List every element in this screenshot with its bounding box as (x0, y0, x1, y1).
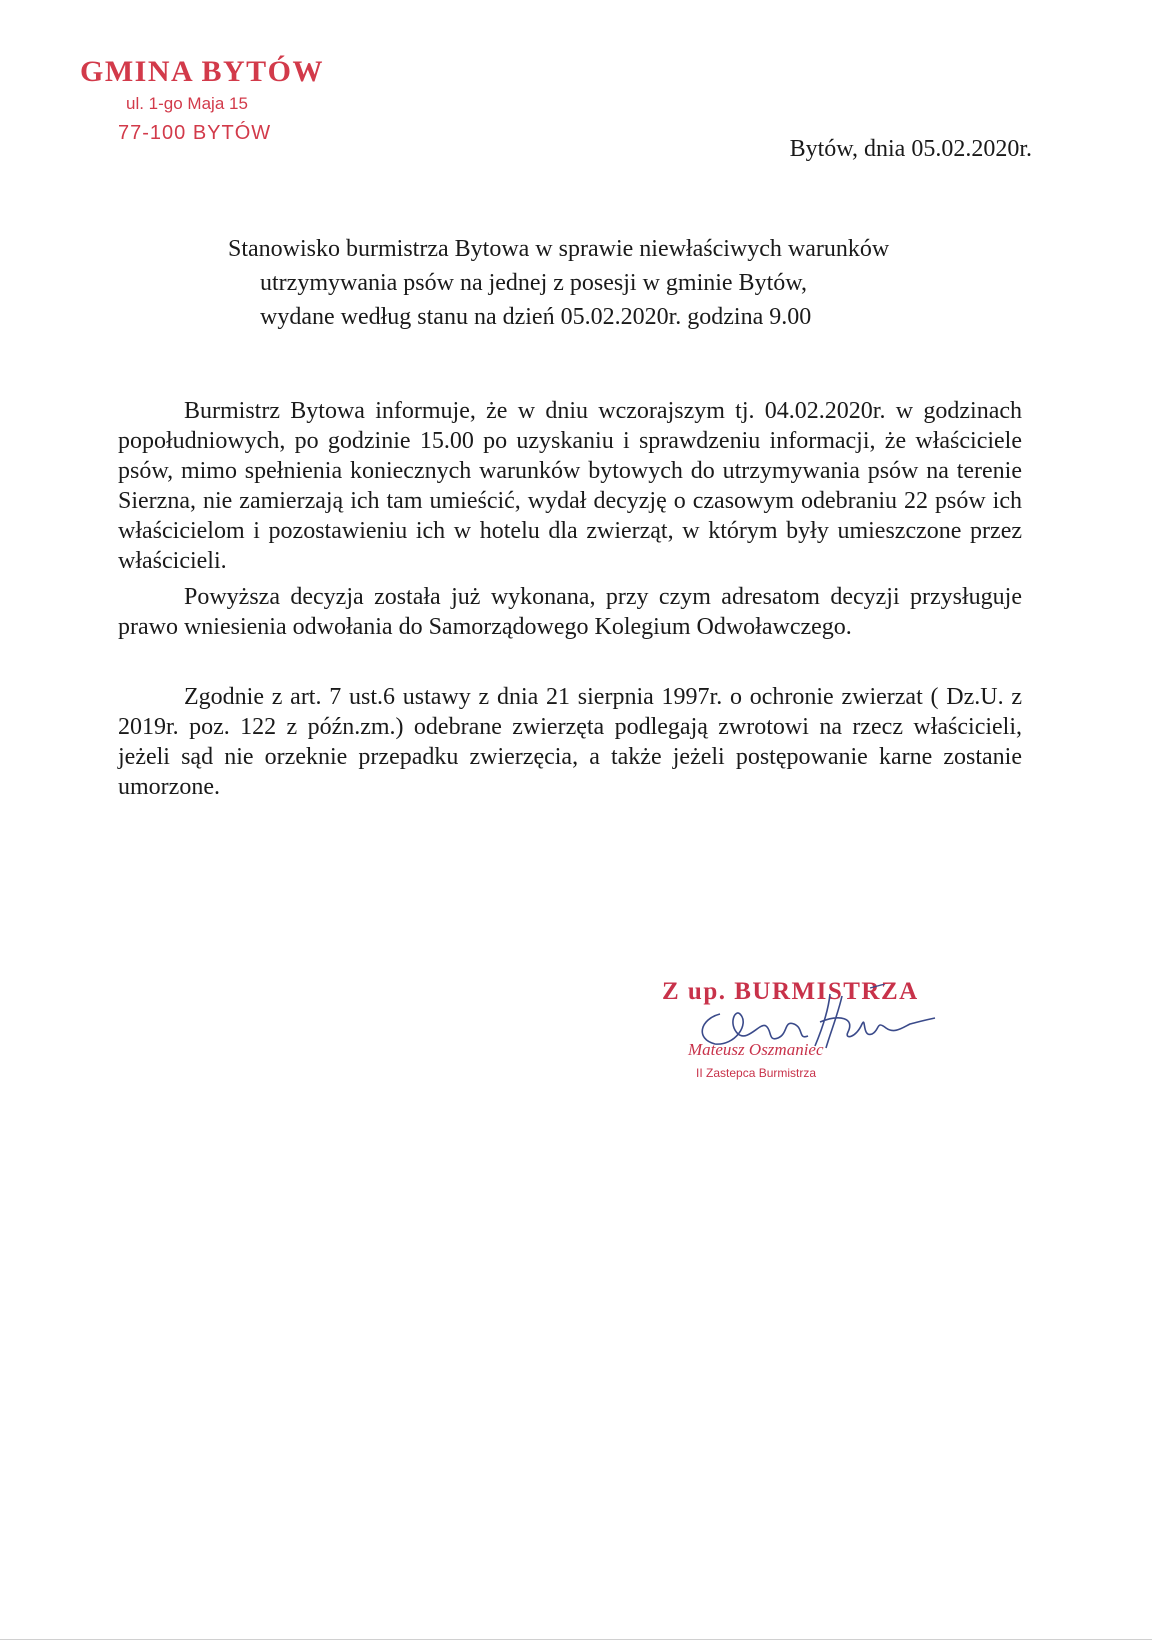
municipality-stamp (78, 54, 378, 148)
stamp-postal-city: 77-100 BYTÓW (118, 122, 272, 144)
signature-stamp-title: Z up. BURMISTRZA (662, 978, 919, 1005)
document-title (228, 232, 1008, 334)
document-body (118, 396, 1022, 802)
stamp-street: ul. 1-go Maja 15 (126, 94, 248, 113)
title-line-3: wydane według stanu na dzień 05.02.2020r. godzina 9.00 (260, 304, 812, 330)
title-line-2: utrzymywania psów na jednej z posesji w gminie Bytów, (260, 270, 808, 296)
paragraph-3: Zgodnie z art. 7 ust.6 ustawy z dnia 21 sierpnia 1997r. o ochronie zwierzat ( Dz.U. z 2019r. poz. 122 z późn.zm.) odebrane zwierzęta podlegają zwrotowi na rzecz właścicieli, jeżeli sąd nie orzeknie przepadku zwierzęcia, a także jeżeli postępowanie karne zostanie umorzone. (118, 684, 1022, 800)
title-line-1: Stanowisko burmistrza Bytowa w sprawie niewłaściwych warunków (228, 236, 890, 262)
paragraph-2: Powyższa decyzja została już wykonana, przy czym adresatom decyzji przysługuje prawo wniesienia odwołania do Samorządowego Kolegium Odwoławczego. (118, 584, 1022, 640)
paragraph-1: Burmistrz Bytowa informuje, że w dniu wczorajszym tj. 04.02.2020r. w godzinach popołudniowych, po godzinie 15.00 po uzyskaniu i sprawdzeniu informacji, że właściciele psów, mimo spełnienia koniecznych warunków bytowych do utrzymywania psów na terenie Sierzna, nie zamierzają ich tam umieścić, wydał decyzję o czasowym odebraniu 22 psów ich właścicielom i pozostawieniu ich w hotelu dla zwierząt, w którym były umieszczone przez właścicieli. (118, 398, 1022, 574)
signatory-role: II Zastepca Burmistrza (696, 1066, 817, 1080)
scan-edge-divider (0, 1639, 1152, 1640)
document-date: Bytów, dnia 05.02.2020r. (789, 136, 1032, 162)
stamp-name: GMINA BYTÓW (80, 55, 325, 88)
signatory-name: Mateusz Oszmaniec (688, 1040, 824, 1059)
signature-block (660, 978, 960, 1088)
